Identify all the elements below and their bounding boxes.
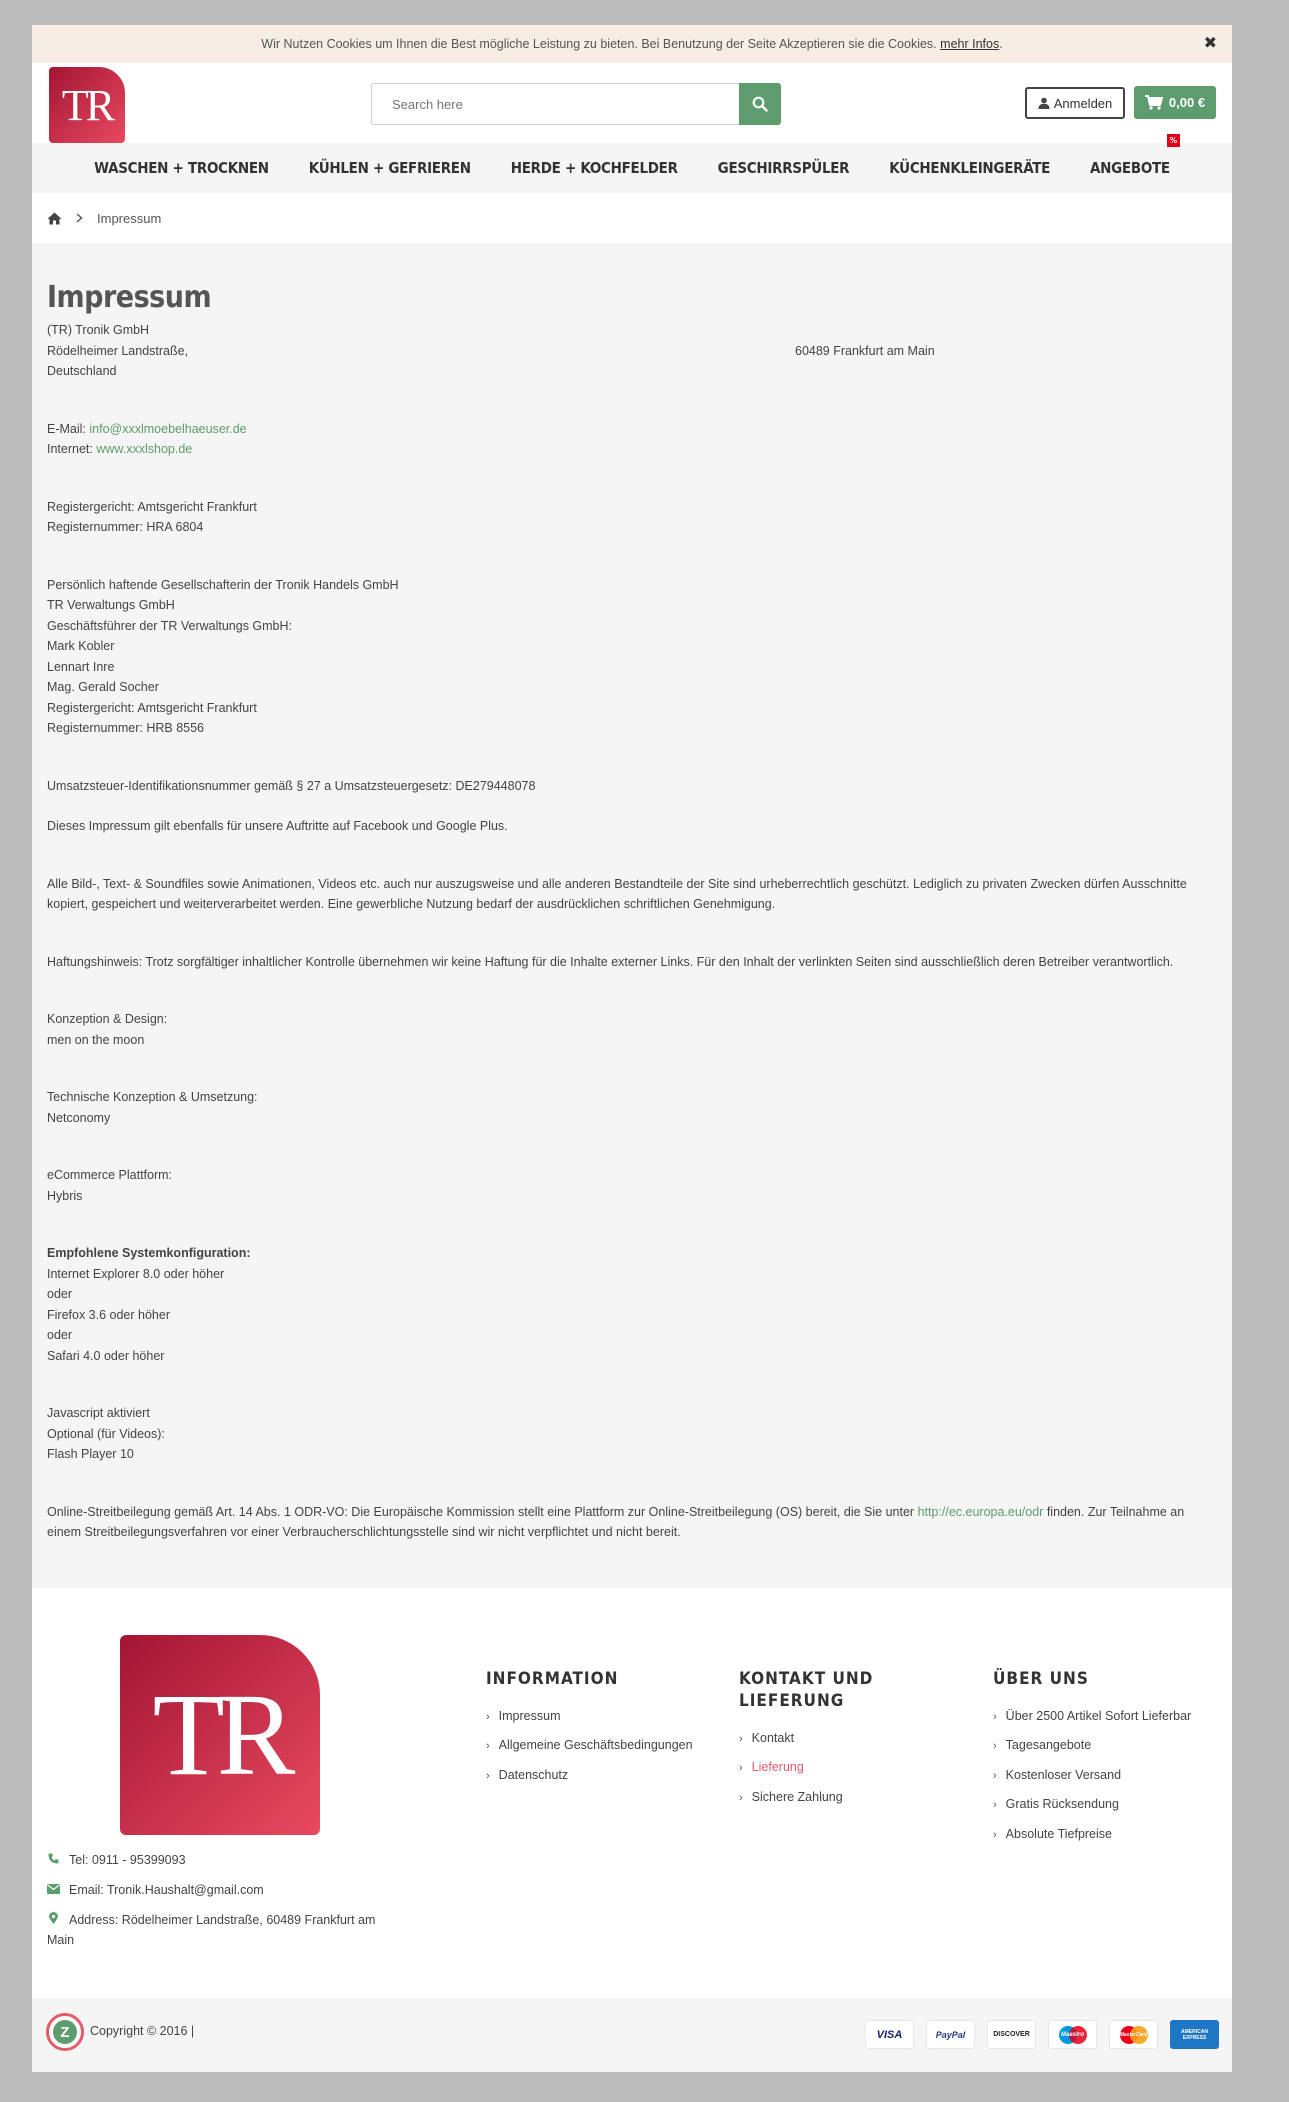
cart-button[interactable]	[1134, 86, 1216, 119]
site-logo[interactable]	[49, 67, 125, 143]
chevron-right-icon: ›	[993, 1710, 997, 1723]
visa-icon: VISA	[865, 2020, 914, 2049]
internet-line: Internet: www.xxxlshop.de	[47, 442, 193, 456]
email-line: E-Mail: info@xxxlmoebelhaeuser.de	[47, 421, 247, 436]
footer-column-title: INFORMATION	[486, 1668, 619, 1689]
partner-line: Lennart Inre	[47, 659, 115, 674]
footer-link-tagesangebote[interactable]: › Tagesangebote	[993, 1738, 1092, 1752]
footer-link-artikel[interactable]: › Über 2500 Artikel Sofort Lieferbar	[993, 1708, 1192, 1723]
search-input[interactable]	[371, 83, 739, 125]
main-nav	[32, 136, 1232, 193]
footer-link-kontakt[interactable]: › Kontakt	[739, 1730, 795, 1745]
odr-link[interactable]: http://ec.europa.eu/odr	[917, 1504, 1044, 1519]
chevron-right-icon: ›	[993, 1799, 997, 1811]
footer-column-information	[486, 1668, 693, 1791]
chevron-right-icon: ›	[486, 1769, 490, 1782]
chevron-right-icon: ›	[739, 1732, 743, 1745]
nav-item-geschirrspueler[interactable]: GESCHIRRSPÜLER	[717, 159, 850, 177]
register-court: Registergericht: Amtsgericht Frankfurt	[47, 499, 257, 514]
tech-value: Netconomy	[47, 1110, 111, 1125]
partner-line: Persönlich haftende Gesellschafterin der Tronik Handels GmbH	[47, 577, 399, 592]
company-address	[47, 320, 1217, 382]
footer-logo[interactable]	[120, 1635, 320, 1835]
bottom-bar	[32, 1998, 1232, 2072]
chevron-right-icon: ›	[993, 1828, 997, 1841]
company-country: Deutschland	[47, 364, 117, 378]
js-line: Flash Player 10	[47, 1447, 134, 1461]
chevron-right-icon: ›	[486, 1740, 490, 1752]
odr-notice: Online-Streitbeilegung gemäß Art. 14 Abs. 1 ODR-VO: Die Europäische Kommission stellt eine Plattform zur Online-Streitbeilegung (OS) bereit, die Sie unter http://ec.europa.eu/odr finden. Zur Teilnahme an einem Streitbeilegungsverfahren vor einer Verbraucherschlichtungsstelle sind wir nicht verpflichtet und nicht bereit.	[47, 1504, 1185, 1539]
footer-email: Email: Tronik.Haushalt@gmail.com	[47, 1880, 397, 1900]
nav-item-herde-kochfelder[interactable]: HERDE + KOCHFELDER	[510, 159, 678, 177]
system-line: oder	[47, 1328, 73, 1342]
footer-column-title: KONTAKT UND LIEFERUNG	[739, 1668, 874, 1711]
z-logo-icon[interactable]: Z	[46, 2013, 84, 2051]
footer-phone: Tel: 0911 - 95399093	[47, 1850, 397, 1870]
chevron-right-icon	[76, 213, 83, 223]
chevron-right-icon: ›	[993, 1740, 997, 1752]
maestro-icon: Maestro	[1048, 2020, 1097, 2049]
amex-icon: AMERICAN EXPRESS	[1170, 2020, 1219, 2049]
footer-link-ruecksendung[interactable]: › Gratis Rücksendung	[993, 1797, 1119, 1811]
discover-icon: DISCOVER	[987, 2020, 1036, 2049]
footer-column-kontakt	[739, 1668, 909, 1813]
sale-badge: %	[1167, 134, 1180, 147]
copyright-text: Copyright © 2016 |	[90, 2024, 195, 2038]
breadcrumb-current: Impressum	[97, 210, 162, 226]
page-title: Impressum	[47, 280, 212, 315]
nav-item-angebote-label: ANGEBOTE	[1090, 159, 1170, 177]
paypal-icon: PayPal	[926, 2020, 975, 2049]
partner-line: Mag. Gerald Socher	[47, 680, 159, 694]
cart-icon	[1145, 95, 1163, 110]
liability-notice: Haftungshinweis: Trotz sorgfältiger inhaltlicher Kontrolle übernehmen wir keine Haftung für die Inhalte externer Links. Für den Inhalt der verlinkten Seiten sind ausschließlich deren Betreiber verantwortlich.	[47, 954, 1174, 969]
footer-link-impressum[interactable]: › Impressum	[486, 1708, 561, 1723]
system-label: Empfohlene Systemkonfiguration:	[47, 1246, 251, 1260]
footer-column-title: ÜBER UNS	[993, 1668, 1089, 1689]
design-value: men on the moon	[47, 1032, 145, 1047]
footer-link-sichere-zahlung[interactable]: › Sichere Zahlung	[739, 1789, 843, 1804]
copyright-notice: Alle Bild-, Text- & Soundfiles sowie Animationen, Videos etc. auch nur auszugsweise und alle anderen Bestandteile der Site sind urheberrechtlich geschützt. Lediglich zu privaten Zwecken dürfen Ausschnitte kopiert, gespeichert und weiterverarbeitet werden. Eine gewerbliche Nutzung bedarf der ausdrücklichen schriftlichen Genehmigung.	[47, 876, 1187, 911]
login-label: Anmelden	[1053, 95, 1113, 111]
nav-item-angebote[interactable]	[1070, 136, 1190, 177]
logo-text: TR	[61, 80, 113, 130]
search-bar	[371, 83, 781, 125]
partner-line: TR Verwaltungs GmbH	[47, 598, 175, 612]
system-line: Firefox 3.6 oder höher	[47, 1307, 170, 1322]
footer-column-ueber-uns	[993, 1668, 1191, 1850]
footer-link-versand[interactable]: › Kostenloser Versand	[993, 1767, 1122, 1782]
footer-link-agb[interactable]: › Allgemeine Geschäftsbedingungen	[486, 1738, 693, 1752]
main-content	[32, 243, 1232, 1588]
platform-label: eCommerce Plattform:	[47, 1168, 173, 1182]
footer-logo-text: TR	[152, 1668, 288, 1800]
payment-methods	[865, 2020, 1219, 2049]
company-name: (TR) Tronik GmbH	[47, 323, 150, 337]
chevron-right-icon: ›	[739, 1762, 743, 1774]
company-city: 60489 Frankfurt am Main	[795, 343, 935, 358]
partner-line: Mark Kobler	[47, 639, 115, 653]
chevron-right-icon: ›	[993, 1769, 997, 1782]
email-link[interactable]: info@xxxlmoebelhaeuser.de	[89, 421, 247, 436]
social-note: Dieses Impressum gilt ebenfalls für unsere Auftritte auf Facebook und Google Plus.	[47, 819, 508, 833]
site-header	[32, 63, 1232, 143]
envelope-icon	[47, 1880, 59, 1900]
mastercard-icon: MasterCard	[1109, 2020, 1158, 2049]
breadcrumb	[32, 193, 1232, 243]
footer-link-datenschutz[interactable]: › Datenschutz	[486, 1767, 569, 1782]
search-button[interactable]	[739, 83, 781, 125]
page	[32, 25, 1232, 2072]
platform-value: Hybris	[47, 1188, 83, 1203]
system-line: oder	[47, 1287, 73, 1301]
cart-total: 0,00 €	[1168, 95, 1206, 110]
chevron-right-icon: ›	[486, 1710, 490, 1723]
design-label: Konzeption & Design:	[47, 1012, 168, 1026]
partner-line: Geschäftsführer der TR Verwaltungs GmbH:	[47, 618, 293, 633]
partner-line: Registernummer: HRB 8556	[47, 721, 205, 735]
partner-line: Registergericht: Amtsgericht Frankfurt	[47, 700, 257, 715]
register-number: Registernummer: HRA 6804	[47, 520, 204, 534]
vat-id: Umsatzsteuer-Identifikationsnummer gemäß § 27 a Umsatzsteuergesetz: DE279448078	[47, 778, 536, 793]
nav-item-waschen-trocknen[interactable]: WASCHEN + TROCKNEN	[94, 159, 269, 177]
nav-item-kuehlen-gefrieren[interactable]: KÜHLEN + GEFRIEREN	[308, 159, 471, 177]
tech-label: Technische Konzeption & Umsetzung:	[47, 1090, 258, 1104]
login-button[interactable]	[1025, 87, 1125, 119]
phone-icon	[47, 1850, 59, 1870]
website-link[interactable]: www.xxxlshop.de	[96, 442, 193, 456]
chevron-right-icon: ›	[739, 1791, 743, 1804]
close-icon[interactable]: ✖	[1203, 35, 1217, 52]
footer-address: Address: Rödelheimer Landstraße, 60489 Frankfurt am Main	[47, 1910, 397, 1950]
js-line: Javascript aktiviert	[47, 1406, 150, 1420]
user-icon	[1038, 97, 1050, 109]
footer-link-tiefpreise[interactable]: › Absolute Tiefpreise	[993, 1826, 1112, 1841]
footer-link-lieferung[interactable]: › Lieferung	[739, 1760, 804, 1774]
search-icon	[752, 96, 768, 112]
map-marker-icon	[47, 1910, 59, 1930]
system-line: Internet Explorer 8.0 oder höher	[47, 1266, 225, 1281]
site-footer	[32, 1588, 1232, 1978]
cookie-more-info-link[interactable]: mehr Infos	[940, 37, 1000, 51]
system-line: Safari 4.0 oder höher	[47, 1348, 165, 1363]
nav-item-kuechenkleingeraete[interactable]: KÜCHENKLEINGERÄTE	[889, 159, 1051, 177]
cookie-banner: Wir Nutzen Cookies um Ihnen die Best mögliche Leistung zu bieten. Bei Benutzung der Seite Akzeptieren sie die Cookies. mehr Infos. ✖	[32, 25, 1232, 63]
home-icon[interactable]	[47, 212, 62, 225]
js-line: Optional (für Videos):	[47, 1426, 165, 1441]
cookie-text: Wir Nutzen Cookies um Ihnen die Best mögliche Leistung zu bieten. Bei Benutzung der Seite Akzeptieren sie die Cookies.	[261, 37, 937, 51]
company-street: Rödelheimer Landstraße,	[47, 343, 189, 358]
